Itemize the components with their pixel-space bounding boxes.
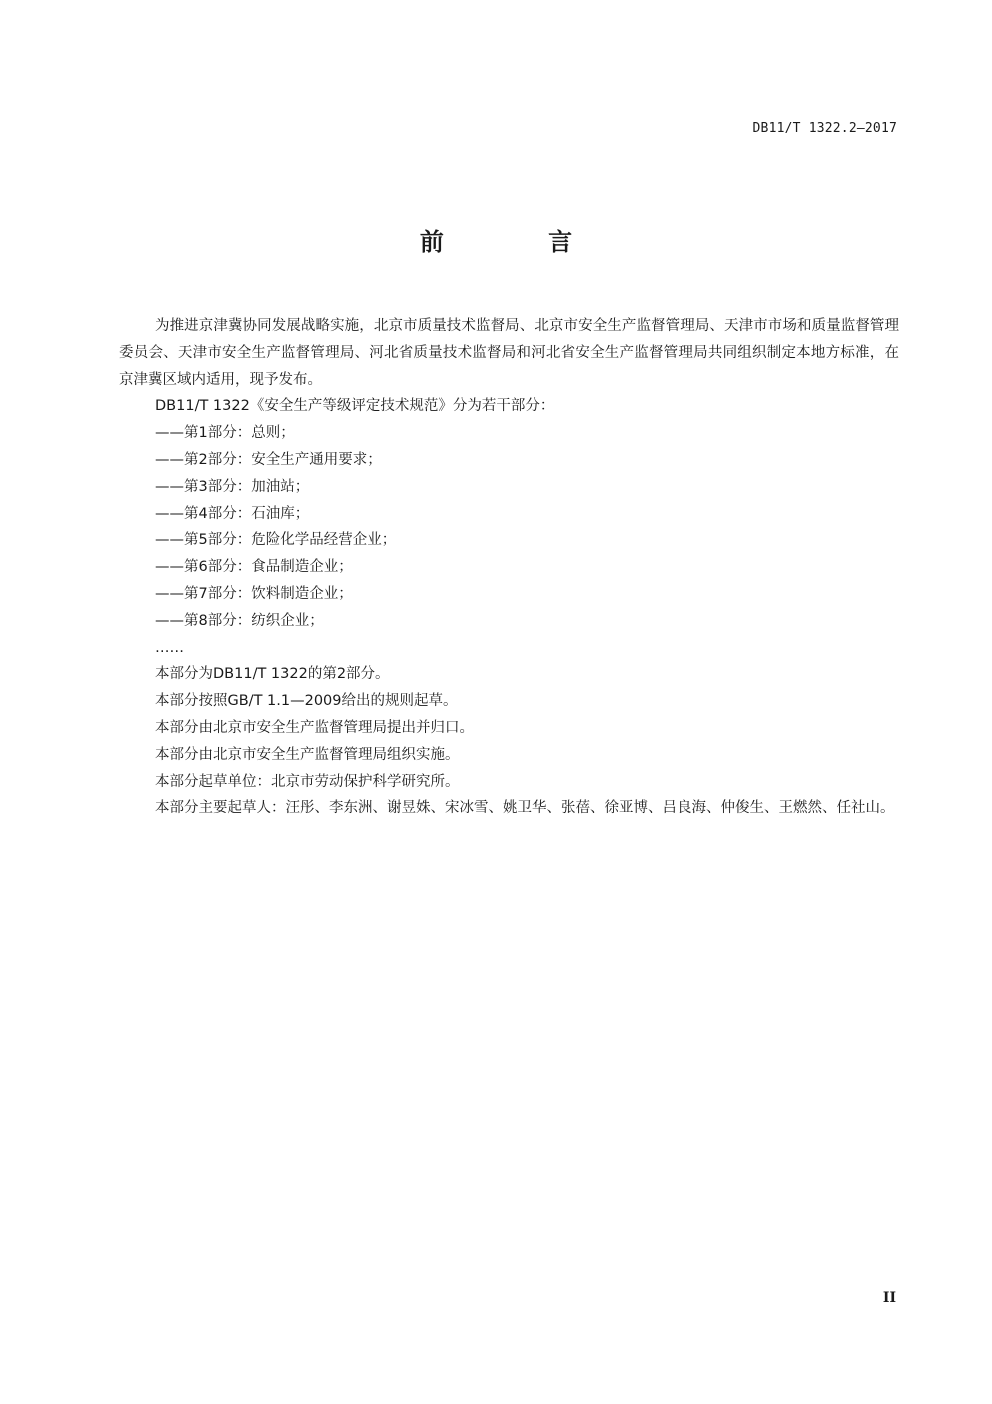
list-item: ……: [155, 639, 184, 656]
statement-proposer: 本部分由北京市安全生产监督管理局提出并归口。: [155, 719, 474, 736]
statement-drafters: 本部分主要起草人：汪彤、李东洲、谢昱姝、宋冰雪、姚卫华、张蓓、徐亚博、吕良海、仲俊生、王燃然、任社山。: [155, 800, 895, 817]
list-item: ——第6部分：食品制造企业；: [155, 559, 353, 576]
statement-part-number: 本部分为DB11/T 1322的第2部分。: [155, 666, 390, 683]
parts-list: [119, 420, 899, 661]
page-title: 前 言: [419, 227, 621, 256]
list-item: ——第7部分：饮料制造企业；: [155, 585, 353, 602]
statement-drafting-unit: 本部分起草单位：北京市劳动保护科学研究所。: [155, 773, 460, 790]
parts-intro: DB11/T 1322《安全生产等级评定技术规范》分为若干部分：: [155, 398, 555, 415]
foreword-body: [119, 313, 899, 822]
list-item: ——第1部分：总则；: [155, 425, 295, 442]
statement-implementer: 本部分由北京市安全生产监督管理局组织实施。: [155, 746, 460, 763]
list-item: ——第2部分：安全生产通用要求；: [155, 451, 382, 468]
list-item: ——第5部分：危险化学品经营企业；: [155, 532, 397, 549]
statement-drafting-rules: 本部分按照GB/T 1.1—2009给出的规则起草。: [155, 693, 458, 710]
list-item: ——第8部分：纺织企业；: [155, 612, 324, 629]
intro-paragraph: 为推进京津冀协同发展战略实施，北京市质量技术监督局、北京市安全生产监督管理局、天津市市场和质量监督管理委员会、天津市安全生产监督管理局、河北省质量技术监督局和河北省安全生产监督管理局共同组织制定本地方标准，在京津冀区域内适用，现予发布。: [119, 318, 899, 388]
list-item: ——第4部分：石油库；: [155, 505, 310, 522]
page-number: II: [882, 1290, 896, 1306]
list-item: ——第3部分：加油站；: [155, 478, 310, 495]
standard-code: DB11/T 1322.2—2017: [752, 121, 897, 136]
